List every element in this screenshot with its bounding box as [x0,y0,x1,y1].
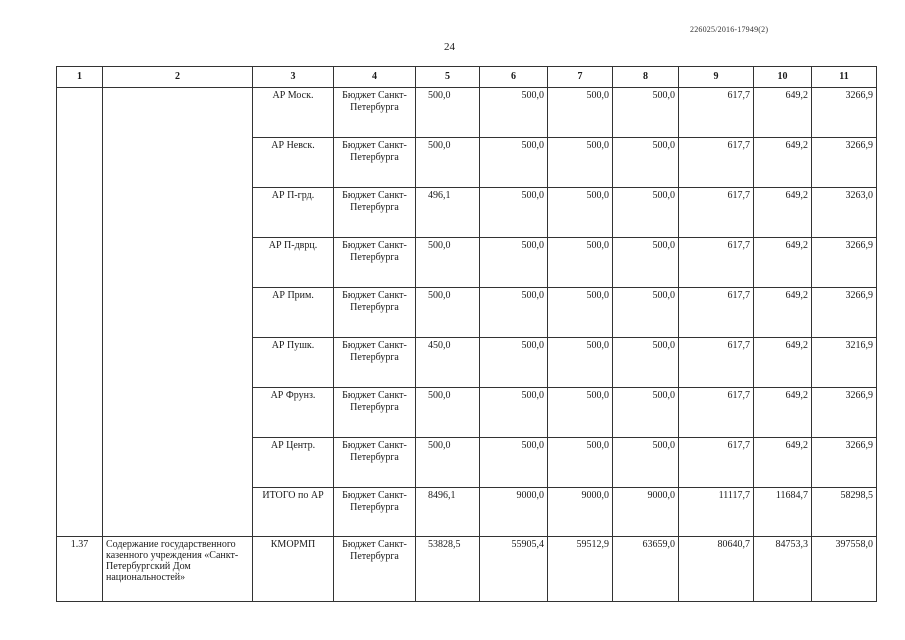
value-cell: 617,7 [679,238,754,288]
value-cell: 617,7 [679,438,754,488]
value-cell: 9000,0 [613,488,679,537]
value-cell: 500,0 [416,88,480,138]
value-cell: 59512,9 [548,537,613,602]
value-cell: 3263,0 [812,188,877,238]
executor-cell: КМОРМП [253,537,334,602]
table-row [57,537,877,602]
value-cell: 3266,9 [812,138,877,188]
executor-cell: ИТОГО по АР [253,488,334,537]
executor-cell: АР Невск. [253,138,334,188]
value-cell: 617,7 [679,188,754,238]
activity-name-text: Содержание государственного казенного учреждения «Санкт-Петербургский Дом национальностей» [106,539,239,583]
executor-cell: АР Фрунз. [253,388,334,438]
value-cell: 500,0 [480,238,548,288]
value-cell: 500,0 [416,388,480,438]
table-row [57,88,877,138]
value-cell: 496,1 [416,188,480,238]
value-cell: 617,7 [679,288,754,338]
column-header: 11 [812,67,877,88]
value-cell: 397558,0 [812,537,877,602]
value-cell: 649,2 [754,438,812,488]
value-cell: 500,0 [548,188,613,238]
column-header: 9 [679,67,754,88]
value-cell: 617,7 [679,388,754,438]
value-cell: 500,0 [480,188,548,238]
value-cell: 3266,9 [812,438,877,488]
value-cell: 500,0 [480,438,548,488]
value-cell: 500,0 [480,138,548,188]
value-cell: 649,2 [754,188,812,238]
value-cell: 500,0 [548,138,613,188]
activity-name-cell [103,537,253,602]
value-cell: 3266,9 [812,88,877,138]
value-cell: 500,0 [613,88,679,138]
column-header: 3 [253,67,334,88]
value-cell: 3266,9 [812,388,877,438]
value-cell: 500,0 [613,238,679,288]
funding-source-cell: Бюджет Санкт-Петербурга [334,138,416,188]
executor-cell: АР Центр. [253,438,334,488]
value-cell: 500,0 [548,388,613,438]
page-number: 24 [444,41,455,53]
value-cell: 58298,5 [812,488,877,537]
value-cell: 11684,7 [754,488,812,537]
value-cell: 500,0 [613,138,679,188]
value-cell: 3216,9 [812,338,877,388]
value-cell: 500,0 [548,438,613,488]
funding-source-cell: Бюджет Санкт-Петербурга [334,537,416,602]
activity-name-cell [103,88,253,537]
value-cell: 84753,3 [754,537,812,602]
column-header: 6 [480,67,548,88]
value-cell: 500,0 [416,288,480,338]
value-cell: 649,2 [754,238,812,288]
column-header: 8 [613,67,679,88]
value-cell: 617,7 [679,88,754,138]
value-cell: 500,0 [416,238,480,288]
value-cell: 500,0 [480,88,548,138]
column-header: 5 [416,67,480,88]
value-cell: 500,0 [480,288,548,338]
value-cell: 649,2 [754,288,812,338]
row-number-cell: 1.37 [57,537,103,602]
value-cell: 500,0 [613,288,679,338]
value-cell: 500,0 [548,238,613,288]
table-header-row [57,67,877,88]
column-header: 7 [548,67,613,88]
column-header: 4 [334,67,416,88]
value-cell: 500,0 [416,138,480,188]
funding-source-cell: Бюджет Санкт-Петербурга [334,488,416,537]
column-header: 1 [57,67,103,88]
value-cell: 9000,0 [480,488,548,537]
value-cell: 500,0 [548,338,613,388]
value-cell: 500,0 [613,388,679,438]
executor-cell: АР Прим. [253,288,334,338]
funding-source-cell: Бюджет Санкт-Петербурга [334,88,416,138]
value-cell: 649,2 [754,138,812,188]
value-cell: 500,0 [480,338,548,388]
value-cell: 500,0 [416,438,480,488]
value-cell: 450,0 [416,338,480,388]
value-cell: 11117,7 [679,488,754,537]
document-registration-number: 226025/2016-17949(2) [690,25,769,34]
executor-cell: АР Пушк. [253,338,334,388]
budget-table [56,66,877,602]
executor-cell: АР П-дврц. [253,238,334,288]
value-cell: 80640,7 [679,537,754,602]
value-cell: 500,0 [548,88,613,138]
value-cell: 3266,9 [812,288,877,338]
funding-source-cell: Бюджет Санкт-Петербурга [334,338,416,388]
funding-source-cell: Бюджет Санкт-Петербурга [334,288,416,338]
column-header: 10 [754,67,812,88]
value-cell: 500,0 [613,338,679,388]
value-cell: 53828,5 [416,537,480,602]
value-cell: 8496,1 [416,488,480,537]
value-cell: 649,2 [754,88,812,138]
executor-cell: АР П-грд. [253,188,334,238]
row-number-cell [57,88,103,537]
value-cell: 500,0 [480,388,548,438]
funding-source-cell: Бюджет Санкт-Петербурга [334,438,416,488]
funding-source-cell: Бюджет Санкт-Петербурга [334,388,416,438]
executor-cell: АР Моск. [253,88,334,138]
funding-source-cell: Бюджет Санкт-Петербурга [334,238,416,288]
column-header: 2 [103,67,253,88]
value-cell: 649,2 [754,338,812,388]
value-cell: 500,0 [613,188,679,238]
value-cell: 55905,4 [480,537,548,602]
value-cell: 617,7 [679,138,754,188]
value-cell: 63659,0 [613,537,679,602]
value-cell: 500,0 [613,438,679,488]
value-cell: 3266,9 [812,238,877,288]
value-cell: 9000,0 [548,488,613,537]
funding-source-cell: Бюджет Санкт-Петербурга [334,188,416,238]
value-cell: 500,0 [548,288,613,338]
value-cell: 617,7 [679,338,754,388]
value-cell: 649,2 [754,388,812,438]
